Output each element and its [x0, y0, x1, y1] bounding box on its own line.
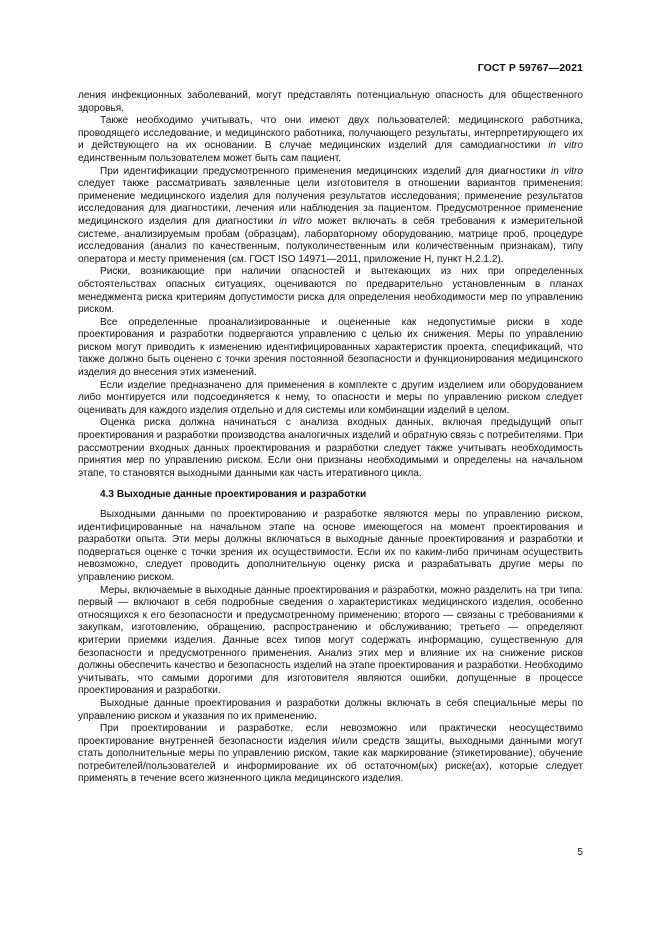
latin-term: in vitro: [550, 165, 584, 177]
paragraph: При идентификации предусмотренного применения медицинских изделий для диагностики in vitro следует также рассматривать заявленные цели изготовителя в отношении вариантов применения: применение медицинского изделия для получения результатов исследования; применение результатов исследования для диагностики, лечения или наблюдения за пациентом. Предусмотренное применение медицинского изделия для диагностики in vitro может включать в себя требования к измерительной системе, анализируемым пробам (образцам), лабораторному оборудованию, матрице проб, процедуре исследования (анализ по качественным, полуколичественным или количественным признакам), типу оператора и месту применения (см. ГОСТ ISO 14971—2011, приложение H, пункт H.2.1.2).: [78, 165, 584, 265]
paragraph: Оценка риска должна начинаться с анализа входных данных, включая предыдущий опыт проектирования и разработки производства аналогичных изделий и обратную связь с потребителями. При рассмотрении входных данных проектирования и разработки следует также учитывать необходимость принятия мер по управлению риском. Если они признаны необходимыми и определены на начальном этапе, то становятся выходными данными как часть итеративного цикла.: [78, 417, 583, 479]
section-heading: 4.3 Выходные данные проектирования и разработки: [100, 489, 367, 501]
paragraph: Также необходимо учитывать, что они имеют двух пользователей: медицинского работника, проводящего исследование, и медицинского работника, получающего результаты, интерпретирующего их и действующего на их основании. В случае медицинских изделий для самодиагностики in vitro единственным пользователем может быть сам пациент.: [78, 115, 583, 164]
paragraph: Все определенные проанализированные и оцененные как недопустимые риски в ходе проектирования и разработки подвергаются управлению с целью их снижения. Меры по управлению риском могут приводить к изменению идентифицированных характеристик проекта, спецификаций, что также должно быть оценено с точки зрения постоянной безопасности и функционирования медицинского изделия до внесения этих изменений.: [78, 316, 583, 379]
document-body: [78, 90, 583, 786]
paragraph: Выходными данными по проектированию и разработке являются меры по управлению риском, идентифицированные на начальном этапе на основе имеющегося на момент проектирования и разработки опыта. Эти меры должны включаться в выходные данные проектирования и разработки и подвергаться оценке с точки зрения их осуществимости. Если их по каким-либо причинам осуществить невозможно, следует проводить дополнительную оценку риска и разрабатывать другие меры по управлению риском.: [78, 509, 583, 583]
document-code: ГОСТ Р 59767—2021: [477, 62, 583, 74]
paragraph: Риски, возникающие при наличии опасностей и вытекающих из них при определенных обстоятельствах опасных ситуациях, оцениваются по предварительно установленным в планах менеджмента риска критериям допустимости риска для определения необходимости мер по управлению риском.: [78, 266, 583, 316]
latin-term: in vitro: [279, 215, 312, 227]
page-number: 5: [577, 847, 583, 858]
paragraph: При проектировании и разработке, если невозможно или практически неосуществимо проектирование внутренней безопасности изделия и/или средств защиты, выходными данными могут стать дополнительные меры по управлению риском, такие как маркирование (этикетирование), обучение потребителей/пользователей и информирование их об остаточном(ых) риске(ах), которые следует применять в течение всего жизненного цикла медицинского изделия.: [78, 723, 583, 785]
paragraph: ления инфекционных заболеваний, могут представлять потенциальную опасность для общественного здоровья.: [78, 90, 583, 114]
latin-term: in vitro: [548, 140, 583, 152]
paragraph: Выходные данные проектирования и разработки должны включать в себя специальные меры по управлению риском и указания по их применению.: [78, 697, 583, 722]
paragraph: Если изделие предназначено для применения в комплекте с другим изделием или оборудованием либо монтируется или подсоединяется к нему, то опасности и меры по управлению риском следует оценивать для каждого изделия отдельно и для системы или комбинации изделий в целом.: [78, 379, 583, 416]
paragraph: Меры, включаемые в выходные данные проектирования и разработки, можно разделить на три типа: первый — включают в себя подробные сведения о характеристиках медицинского изделия, особенно относящихся к его безопасности и предусмотренному применению; второго — связаны с требованиями к закупкам, изготовлению, обращению, распространению и обслуживанию; третьего — определяют критерии приемки изделия. Данные всех типов могут содержать информацию, существенную для безопасности и предусмотренного применения. Анализ этих мер и влияние их на снижение рисков должны обеспечить качество и безопасность изделий на этапе проектирования и разработки. Необходимо учитывать, что самыми дорогими для изготовителя являются ошибки, допущенные в процессе проектирования и разработки.: [78, 584, 583, 697]
